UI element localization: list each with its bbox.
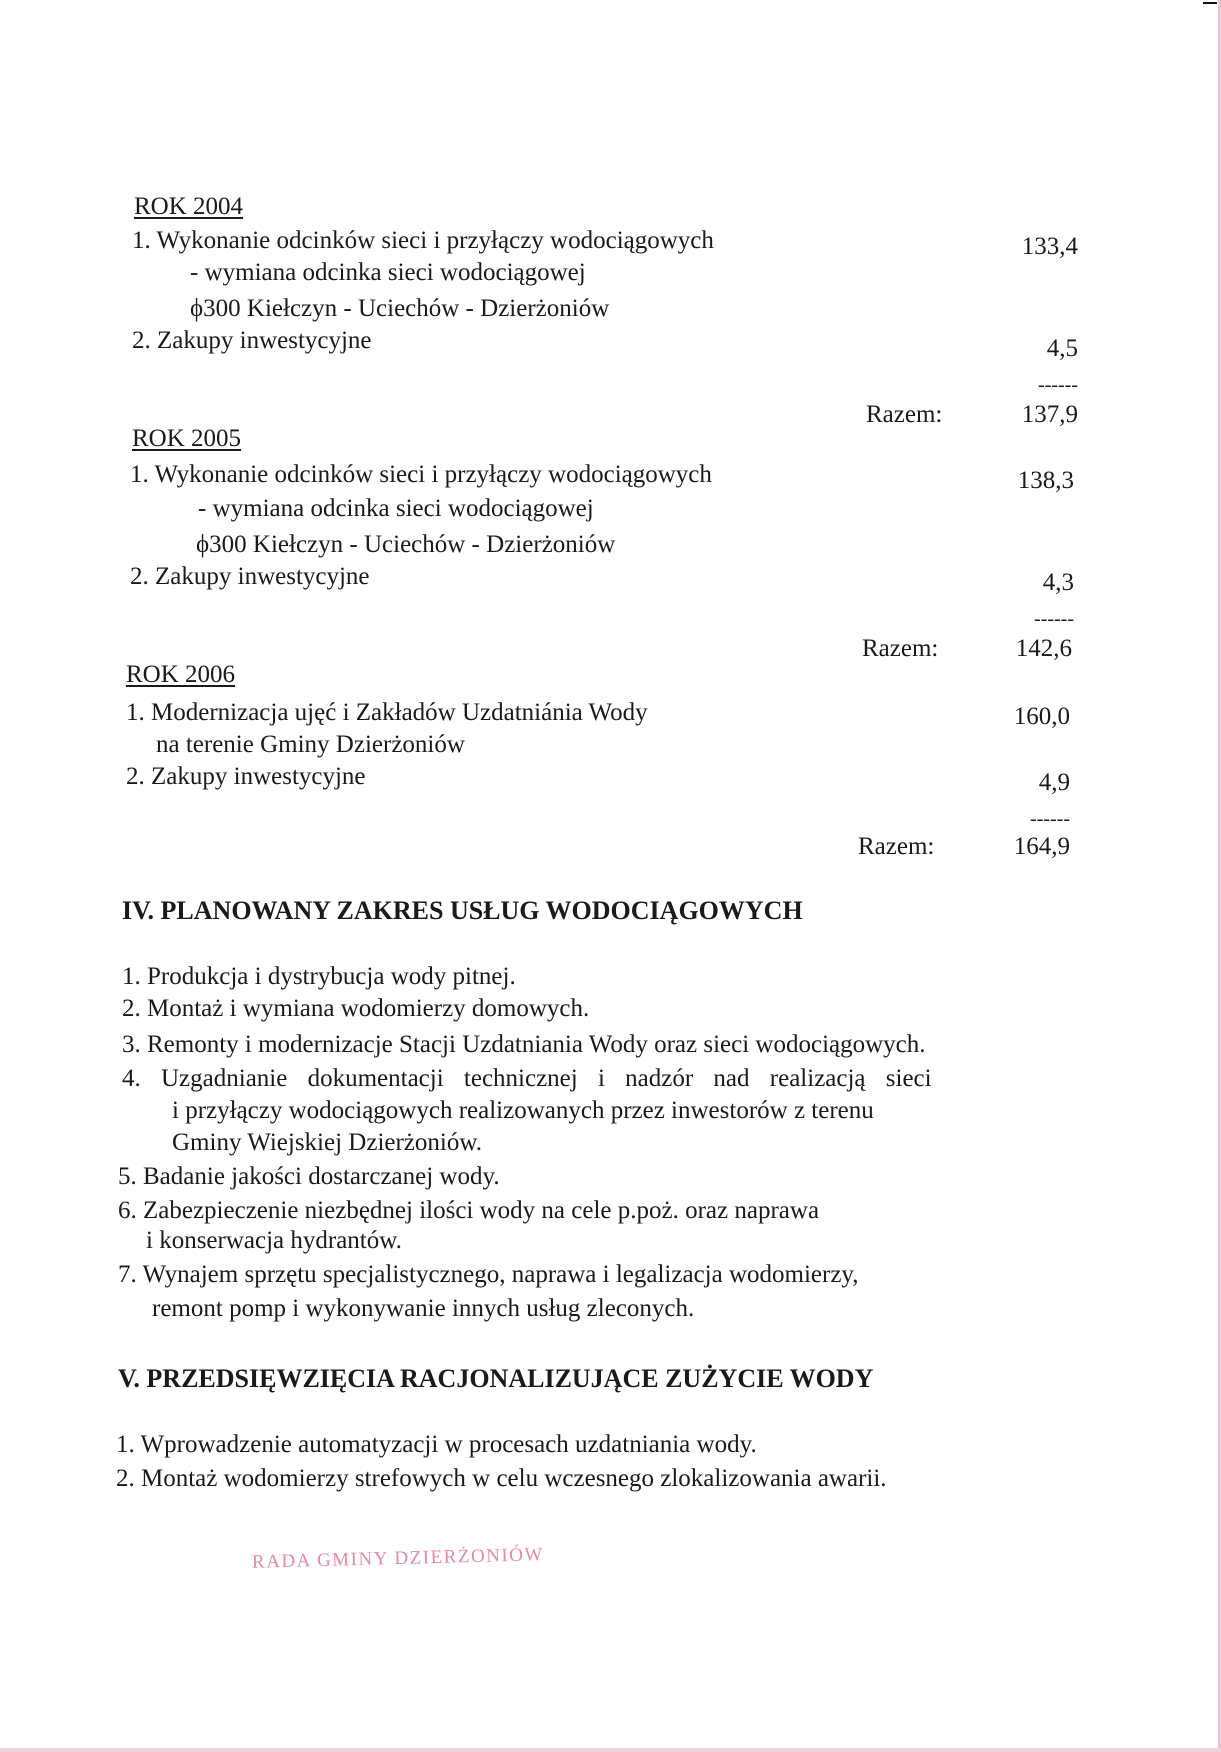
list-item: 4. Uzgadnianie dokumentacji technicznej i nadzór nad realizacją sieci bbox=[122, 1065, 932, 1092]
list-item: 5. Badanie jakości dostarczanej wody. bbox=[118, 1163, 500, 1190]
amount: 160,0 bbox=[1013, 703, 1070, 730]
total-label: Razem: bbox=[862, 635, 939, 662]
item-line: 1. Modernizacja ujęć i Zakładów Uzdatniánia Wody bbox=[126, 699, 648, 726]
amount: 4,3 bbox=[1042, 569, 1074, 596]
separator: ------ bbox=[1034, 608, 1074, 630]
separator: ------ bbox=[1038, 374, 1078, 396]
amount: 4,9 bbox=[1038, 769, 1070, 796]
list-item: 7. Wynajem sprzętu specjalistycznego, naprawa i legalizacja wodomierzy, bbox=[118, 1261, 859, 1288]
total-amount: 164,9 bbox=[1013, 833, 1070, 860]
list-item: 2. Montaż i wymiana wodomierzy domowych. bbox=[122, 995, 590, 1022]
total-amount: 137,9 bbox=[1021, 401, 1078, 428]
item-line: 1. Wykonanie odcinków sieci i przyłączy wodociągowych bbox=[130, 461, 712, 488]
list-item-continuation: i przyłączy wodociągowych realizowanych przez inwestorów z terenu bbox=[172, 1097, 874, 1124]
list-item: 6. Zabezpieczenie niezbędnej ilości wody na cele p.poż. oraz naprawa bbox=[118, 1197, 820, 1224]
amount: 138,3 bbox=[1017, 467, 1074, 494]
section-title-v: V. PRZEDSIĘWZIĘCIA RACJONALIZUJĄCE ZUŻYCIE WODY bbox=[118, 1364, 874, 1393]
item-line: na terenie Gminy Dzierżoniów bbox=[156, 731, 465, 758]
amount: 4,5 bbox=[1046, 335, 1078, 362]
item-line: - wymiana odcinka sieci wodociągowej bbox=[190, 259, 586, 286]
total-label: Razem: bbox=[866, 401, 943, 428]
total-label: Razem: bbox=[858, 833, 935, 860]
list-item: 1. Produkcja i dystrybucja wody pitnej. bbox=[122, 963, 516, 990]
item-line: 2. Zakupy inwestycyjne bbox=[126, 763, 366, 790]
list-item: 3. Remonty i modernizacje Stacji Uzdatniania Wody oraz sieci wodociągowych. bbox=[122, 1031, 926, 1058]
separator: ------ bbox=[1030, 808, 1070, 830]
list-item-continuation: i konserwacja hydrantów. bbox=[146, 1227, 402, 1254]
year-heading-2005: ROK 2005 bbox=[132, 425, 242, 452]
list-item-continuation: Gminy Wiejskiej Dzierżoniów. bbox=[172, 1129, 483, 1156]
list-item: 1. Wprowadzenie automatyzacji w procesach uzdatniania wody. bbox=[116, 1431, 757, 1458]
year-heading-2006: ROK 2006 bbox=[126, 661, 236, 688]
scan-edge-bottom bbox=[0, 1748, 1221, 1752]
amount: 133,4 bbox=[1021, 233, 1078, 260]
item-line: ϕ300 Kiełczyn - Uciechów - Dzierżoniów bbox=[196, 531, 616, 558]
total-amount: 142,6 bbox=[1015, 635, 1072, 662]
year-heading-2004: ROK 2004 bbox=[134, 193, 244, 220]
item-line: ϕ300 Kiełczyn - Uciechów - Dzierżoniów bbox=[190, 295, 610, 322]
item-line: 1. Wykonanie odcinków sieci i przyłączy wodociągowych bbox=[132, 227, 714, 254]
council-stamp: RADA GMINY DZIERŻONIÓW bbox=[251, 1544, 545, 1573]
section-title-iv: IV. PLANOWANY ZAKRES USŁUG WODOCIĄGOWYCH bbox=[122, 896, 803, 925]
scan-mark bbox=[1203, 2, 1217, 4]
list-item: 2. Montaż wodomierzy strefowych w celu wczesnego zlokalizowania awarii. bbox=[116, 1465, 887, 1492]
item-line: 2. Zakupy inwestycyjne bbox=[132, 327, 372, 354]
list-item-continuation: remont pomp i wykonywanie innych usług zleconych. bbox=[152, 1295, 695, 1322]
item-line: 2. Zakupy inwestycyjne bbox=[130, 563, 370, 590]
item-line: - wymiana odcinka sieci wodociągowej bbox=[198, 495, 594, 522]
